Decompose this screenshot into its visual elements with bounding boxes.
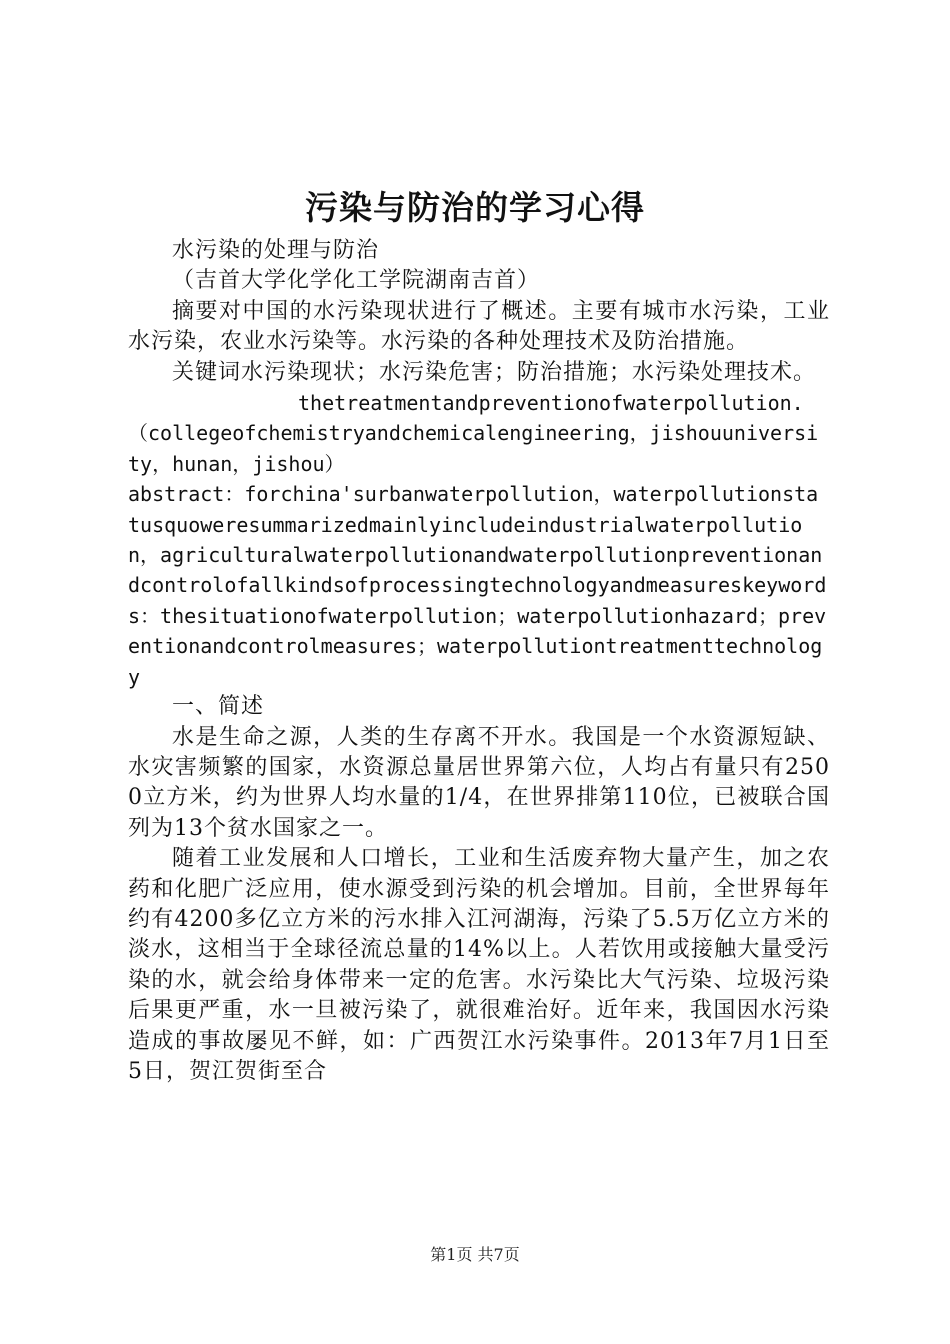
document-body [128,236,830,1087]
affiliation-en: （collegeofchemistryandchemicalengineering，jishouuniversity，hunan，jishou） [128,421,819,476]
paragraph-2: 随着工业发展和人口增长，工业和生活废弃物大量产生，加之农药和化肥广泛应用，使水源受到污染的机会增加。目前，全世界每年约有4200多亿立方米的污水排入江河湖海，污染了5.5万亿立方米的淡水，这相当于全球径流总量的14%以上。人若饮用或接触大量受污染的水，就会给身体带来一定的危害。水污染比大气污染、垃圾污染后果更严重，水一旦被污染了，就很难治好。近年来，我国因水污染造成的事故屡见不鲜，如：广西贺江水污染事件。2013年7月1日至5日，贺江贺街至合 [128,846,830,1084]
abstract-en: abstract：forchina'surbanwaterpollution，waterpollutionstatusquoweresummarizedmainlyincludeindustrialwaterpollution，agriculturalwaterpollutionandwaterpollutionpreventionandcontrolofallkindsofprocessingtechnologyandmeasureskeywords：thesituationofwaterpollution；waterpollutionhazard；preventionandcontrolmeasures；waterpollutiontreatmenttechnology [128,482,827,689]
keywords-cn: 关键词水污染现状；水污染危害；防治措施；水污染处理技术。 [172,359,817,385]
paragraph-1: 水是生命之源，人类的生存离不开水。我国是一个水资源短缺、水灾害频繁的国家，水资源总量居世界第六位，人均占有量只有2500立方米，约为世界人均水量的1/4，在世界排第110位，已被联合国列为13个贫水国家之一。 [128,724,830,841]
subtitle: 水污染的处理与防治 [172,238,380,263]
affiliation: （吉首大学化学化工学院湖南吉首） [172,268,541,294]
page-number: 第1页 共7页 [430,1245,520,1264]
title-en: thetreatmentandpreventionofwaterpollution. [298,391,804,416]
document-title: 污染与防治的学习心得 [305,188,645,227]
abstract-cn: 摘要对中国的水污染现状进行了概述。主要有城市水污染，工业水污染，农业水污染等。水污染的各种处理技术及防治措施。 [128,298,830,355]
section-heading: 一、简述 [172,694,265,720]
